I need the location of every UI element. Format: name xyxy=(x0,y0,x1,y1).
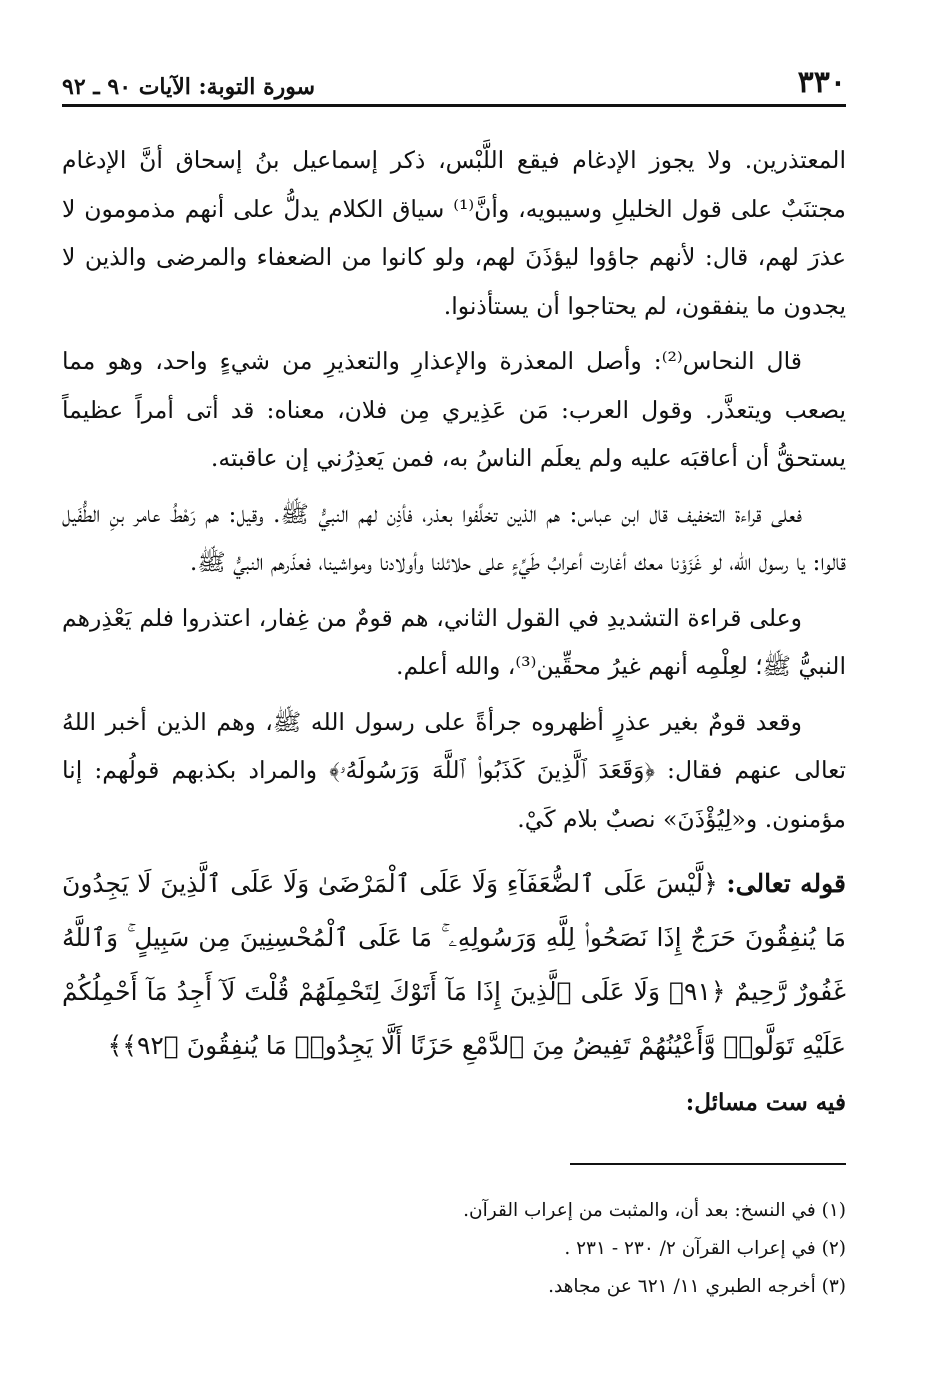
verse-text: ﴿لَّيْسَ عَلَى ٱلضُّعَفَآءِ وَلَا عَلَى ٱلْمَرْضَىٰ وَلَا عَلَى ٱلَّذِينَ لَا يَجِدُونَ مَا يُنفِقُونَ حَرَجٌ إِذَا نَصَحُوا۟ لِلَّهِ وَرَسُولِهِۦ ۚ مَا عَلَى ٱلْمُحْسِنِينَ مِن سَبِيلٍ ۚ وَٱللَّهُ غَفُورٌ رَّحِيمٌ ﴿٩١﴾ وَلَا عَلَى ٱلَّذِينَ إِذَا مَآ أَتَوْكَ لِتَحْمِلَهُمْ قُلْتَ لَآ أَجِدُ مَآ أَحْمِلُكُمْ عَلَيْهِ تَوَلَّوا۟ وَّأَعْيُنُهُمْ تَفِيضُ مِنَ ٱلدَّمْعِ حَزَنًا أَلَّا يَجِدُوا۟ مَا يُنفِقُونَ ﴿٩٢﴾﴾ xyxy=(62,869,846,1060)
running-title: سورة التوبة: الآيات ٩٠ ـ ٩٢ xyxy=(62,74,316,100)
footnotes xyxy=(62,1192,846,1306)
page-number: ٣٣٠ xyxy=(797,65,846,100)
page-header xyxy=(62,56,846,107)
issues-heading: فيه ست مسائل: xyxy=(685,1089,846,1116)
paragraph-1: المعتذرين. ولا يجوز الإدغام فيقع اللَّبْس، ذكر إسماعيل بنُ إسحاق أنَّ الإدغام مجتنَبٌ على قول الخليلِ وسيبويه، وأنَّ⁽¹⁾ سياق الكلام يدلُّ على أنهم مذمومون لا عذرَ لهم، قال: لأنهم جاؤوا ليؤذَنَ لهم، ولو كانوا من الضعفاء والمرضى والذين لا يجدون ما ينفقون، لم يحتاجوا أن يستأذنوا. xyxy=(62,146,846,320)
paragraph-5: وقعد قومٌ بغير عذرٍ أظهروه جرأةً على رسول الله ﷺ، وهم الذين أخبر اللهُ تعالى عنهم فقال: ﴿وَقَعَدَ ٱلَّذِينَ كَذَبُوا۟ ٱللَّهَ وَرَسُولَهُۥ﴾ والمراد بكذبهم قولُهم: إنا مؤمنون. و«لِيُؤْذَنَ» نصبٌ بلام كَيْ. xyxy=(62,707,846,833)
paragraph-4: وعلى قراءة التشديدِ في القول الثاني، هم قومٌ من غِفار، اعتذروا فلم يَعْذِرهم النبيُّ ﷺ؛ لعِلْمِه أنهم غيرُ محقِّين⁽³⁾، والله أعلم. xyxy=(62,603,846,680)
footnote-separator xyxy=(570,1163,846,1165)
footnote-2: (٢) في إعراب القرآن ٢/ ٢٣٠ - ٢٣١ . xyxy=(564,1238,846,1259)
main-text xyxy=(62,136,846,1128)
paragraph-3: فعلى قراءة التخفيف قال ابن عباس: هم الذين تخلَّفوا بعذر، فأذِن لهم النبيُّ ﷺ. وقيل: هم رَهْطُ عامر بنِ الطُّفَيل قالوا: يا رسول الله، لو غَزَوْنا معك أغارت أعرابُ طَيِّءٍ على حلائلنا وأولادنا ومواشينا، فعذَرهم النبيُّ ﷺ. xyxy=(62,499,846,576)
verse-label: قوله تعالى: xyxy=(726,869,846,898)
quran-verse-block xyxy=(62,857,846,1073)
footnote-3: (٣) أخرجه الطبري ١١/ ٦٢١ عن مجاهد. xyxy=(548,1276,846,1297)
paragraph-2: قال النحاس⁽²⁾: وأصل المعذرة والإعذارِ والتعذيرِ من شيءٍ واحد، وهو مما يصعب ويتعذَّر. وقول العرب: مَن عَذِيري مِن فلان، معناه: قد أتى أمراً عظيماً يستحقُّ أن أعاقبَه عليه ولم يعلَم الناسُ به، فمن يَعذِرُني إن عاقبته. xyxy=(62,347,846,472)
footnote-1: (١) في النسخ: بعد أن، والمثبت من إعراب القرآن. xyxy=(463,1200,846,1221)
